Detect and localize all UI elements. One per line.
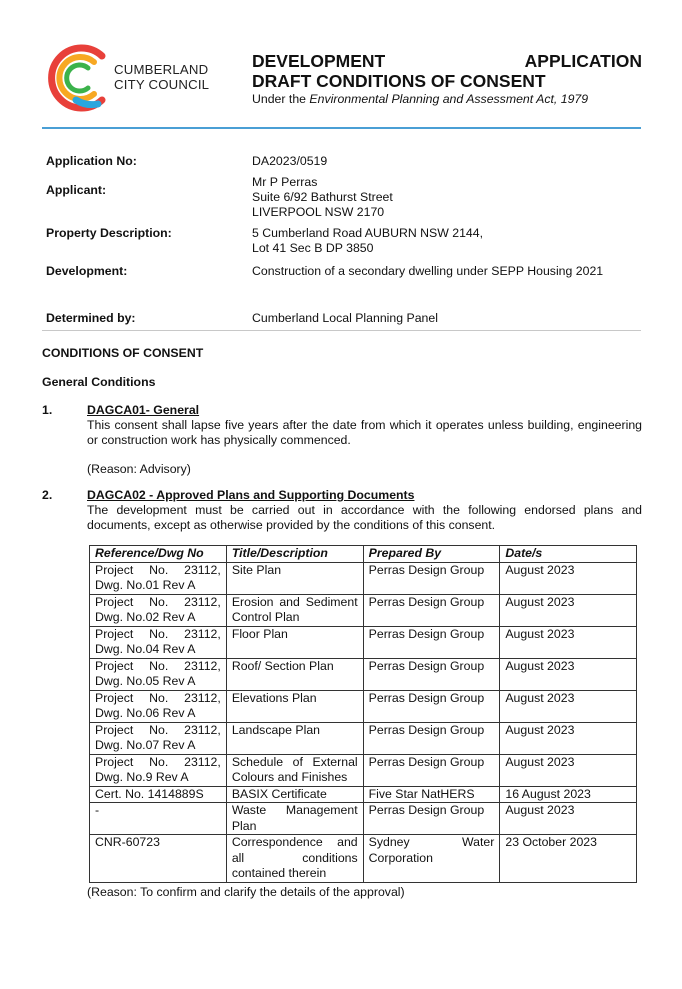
cell-title-line: all conditions (231, 850, 358, 865)
cell-title (226, 658, 363, 690)
cell-prepared-by (363, 658, 500, 690)
cell-prepared-by-line: Perras Design Group (368, 562, 485, 577)
cell-reference (90, 754, 227, 786)
condition-2 (87, 488, 642, 533)
table-row (90, 754, 637, 786)
cell-prepared-by (363, 690, 500, 722)
info-divider (42, 330, 641, 331)
cell-date-line: August 2023 (505, 594, 575, 609)
condition-1-title: DAGCA01- General (87, 403, 200, 417)
document-title-line2: DRAFT CONDITIONS OF CONSENT (252, 71, 546, 91)
cell-reference-line: Cert. No. 1414889S (95, 786, 204, 801)
condition-1-number: 1. (42, 403, 53, 417)
cell-date-line: August 2023 (505, 722, 575, 737)
cell-title (226, 690, 363, 722)
cell-reference (90, 626, 227, 658)
cell-reference-line: Project No. 23112, (95, 594, 221, 609)
cell-reference-line: Project No. 23112, (95, 562, 221, 577)
cell-title (226, 626, 363, 658)
cell-title-line: Site Plan (231, 562, 282, 577)
cell-title-line: Landscape Plan (231, 722, 321, 737)
council-name (114, 63, 209, 92)
title-word-development: DEVELOPMENT (252, 51, 386, 71)
cell-reference (90, 786, 227, 803)
cell-title-line: Correspondence and (231, 835, 358, 849)
property-line2: Lot 41 Sec B DP 3850 (252, 241, 374, 255)
table-row (90, 722, 637, 754)
cell-title-line: Schedule of External (231, 754, 358, 769)
condition-1 (87, 403, 642, 477)
application-no-label: Application No: (46, 154, 137, 168)
cell-date (500, 803, 637, 835)
table-row (90, 594, 637, 626)
cell-date-line: August 2023 (505, 754, 575, 769)
subtitle-prefix: Under the (252, 92, 310, 106)
property-label: Property Description: (46, 226, 172, 240)
cell-title-line: Roof/ Section Plan (231, 658, 334, 673)
cell-date (500, 594, 637, 626)
cell-prepared-by (363, 754, 500, 786)
cell-date (500, 835, 637, 883)
table-row (90, 690, 637, 722)
cell-prepared-by (363, 594, 500, 626)
conditions-heading: CONDITIONS OF CONSENT (42, 346, 204, 360)
cell-title (226, 835, 363, 883)
cell-date-line: August 2023 (505, 562, 575, 577)
cell-title-line: contained therein (231, 866, 327, 880)
cell-title (226, 562, 363, 594)
cell-prepared-by (363, 562, 500, 594)
cell-date (500, 658, 637, 690)
cell-reference-line: - (95, 803, 100, 817)
council-logo-icon (48, 40, 110, 116)
cell-title-line: Erosion and Sediment (231, 594, 358, 609)
cell-reference-line: Project No. 23112, (95, 722, 221, 737)
property-line1: 5 Cumberland Road AUBURN NSW 2144, (252, 226, 484, 240)
determined-by-label: Determined by: (46, 311, 136, 325)
header-date: Date/s (500, 546, 637, 563)
subtitle-act: Environmental Planning and Assessment Act, 1979 (309, 92, 589, 106)
cell-prepared-by-line: Perras Design Group (368, 754, 485, 769)
cell-date-line: 16 August 2023 (505, 786, 591, 801)
cell-title (226, 803, 363, 835)
cell-reference (90, 803, 227, 835)
header-prepared-by: Prepared By (363, 546, 500, 563)
approved-plans-table (89, 545, 637, 883)
cell-prepared-by (363, 626, 500, 658)
table-row (90, 803, 637, 835)
council-logo (48, 40, 220, 116)
cell-prepared-by-line: Sydney Water (368, 835, 495, 849)
cell-date-line: August 2023 (505, 658, 575, 673)
cell-title-line: Waste Management (231, 803, 358, 817)
condition-2-number: 2. (42, 488, 53, 502)
cell-prepared-by (363, 786, 500, 803)
title-word-application: APPLICATION (524, 51, 642, 71)
cell-prepared-by-line: Perras Design Group (368, 722, 485, 737)
cell-prepared-by-line: Perras Design Group (368, 658, 485, 673)
cell-date (500, 562, 637, 594)
cell-prepared-by-line: Corporation (368, 850, 433, 865)
cell-title-line: Elevations Plan (231, 690, 317, 705)
cell-reference-line: Dwg. No.05 Rev A (95, 674, 196, 688)
development-value: Construction of a secondary dwelling under SEPP Housing 2021 (252, 264, 604, 278)
property-value (252, 226, 483, 256)
table-row (90, 835, 637, 883)
cell-title-line: BASIX Certificate (231, 786, 327, 801)
development-label: Development: (46, 264, 128, 278)
cell-date (500, 722, 637, 754)
council-name-line1: CUMBERLAND (114, 62, 209, 77)
cell-reference-line: CNR-60723 (95, 835, 160, 849)
cell-prepared-by (363, 803, 500, 835)
application-no-value: DA2023/0519 (252, 154, 328, 168)
condition-1-body: This consent shall lapse five years after the date from which it operates unless building, engineering or construction work has physically commenced. (87, 418, 642, 447)
applicant-value (252, 175, 393, 220)
table-header-row (90, 546, 637, 563)
table-row (90, 786, 637, 803)
cell-reference-line: Project No. 23112, (95, 626, 221, 641)
cell-title (226, 786, 363, 803)
cell-prepared-by (363, 835, 500, 883)
cell-reference-line: Dwg. No.06 Rev A (95, 706, 196, 720)
cell-reference (90, 722, 227, 754)
condition-1-reason: (Reason: Advisory) (87, 462, 191, 476)
council-name-line2: CITY COUNCIL (114, 76, 210, 92)
cell-prepared-by-line: Perras Design Group (368, 626, 485, 641)
cell-reference (90, 835, 227, 883)
header-divider (42, 127, 641, 129)
cell-date-line: 23 October 2023 (505, 835, 597, 849)
cell-prepared-by (363, 722, 500, 754)
cell-reference (90, 658, 227, 690)
cell-reference (90, 594, 227, 626)
general-conditions-heading: General Conditions (42, 375, 156, 389)
cell-title (226, 754, 363, 786)
cell-prepared-by-line: Perras Design Group (368, 803, 485, 817)
cell-title-line: Plan (231, 818, 257, 833)
table-row (90, 658, 637, 690)
cell-title (226, 722, 363, 754)
condition-2-title: DAGCA02 - Approved Plans and Supporting Documents (87, 488, 415, 502)
header-title: Title/Description (226, 546, 363, 563)
table-row (90, 562, 637, 594)
table-row (90, 626, 637, 658)
determined-by-value: Cumberland Local Planning Panel (252, 311, 438, 325)
applicant-label: Applicant: (46, 183, 107, 197)
cell-reference-line: Dwg. No.04 Rev A (95, 642, 196, 656)
condition-2-reason: (Reason: To confirm and clarify the details of the approval) (87, 885, 405, 899)
cell-prepared-by-line: Perras Design Group (368, 594, 485, 609)
cell-date (500, 754, 637, 786)
header-reference: Reference/Dwg No (90, 546, 227, 563)
cell-title-line: Control Plan (231, 610, 300, 624)
cell-reference-line: Dwg. No.02 Rev A (95, 610, 196, 624)
cell-title-line: Floor Plan (231, 626, 288, 641)
cell-date (500, 690, 637, 722)
applicant-address-line1: Suite 6/92 Bathurst Street (252, 190, 393, 204)
cell-reference-line: Project No. 23112, (95, 690, 221, 705)
cell-title-line: Colours and Finishes (231, 770, 348, 784)
cell-reference-line: Dwg. No.07 Rev A (95, 738, 196, 752)
cell-reference-line: Project No. 23112, (95, 754, 221, 769)
cell-reference-line: Dwg. No.9 Rev A (95, 770, 189, 784)
cell-date-line: August 2023 (505, 626, 575, 641)
condition-2-body: The development must be carried out in accordance with the following endorsed plans and documents, except as otherwise provided by the conditions of this consent. (87, 503, 642, 532)
cell-reference (90, 562, 227, 594)
cell-title (226, 594, 363, 626)
document-title-block (252, 52, 642, 107)
cell-date (500, 786, 637, 803)
cell-date-line: August 2023 (505, 803, 575, 817)
applicant-address-line2: LIVERPOOL NSW 2170 (252, 205, 385, 219)
cell-prepared-by-line: Perras Design Group (368, 690, 485, 705)
applicant-name: Mr P Perras (252, 175, 318, 189)
document-title-line1 (252, 52, 642, 71)
cell-prepared-by-line: Five Star NatHERS (368, 786, 475, 801)
document-subtitle (252, 92, 642, 107)
cell-date (500, 626, 637, 658)
cell-reference-line: Project No. 23112, (95, 658, 221, 673)
cell-reference-line: Dwg. No.01 Rev A (95, 578, 196, 592)
cell-date-line: August 2023 (505, 690, 575, 705)
cell-reference (90, 690, 227, 722)
